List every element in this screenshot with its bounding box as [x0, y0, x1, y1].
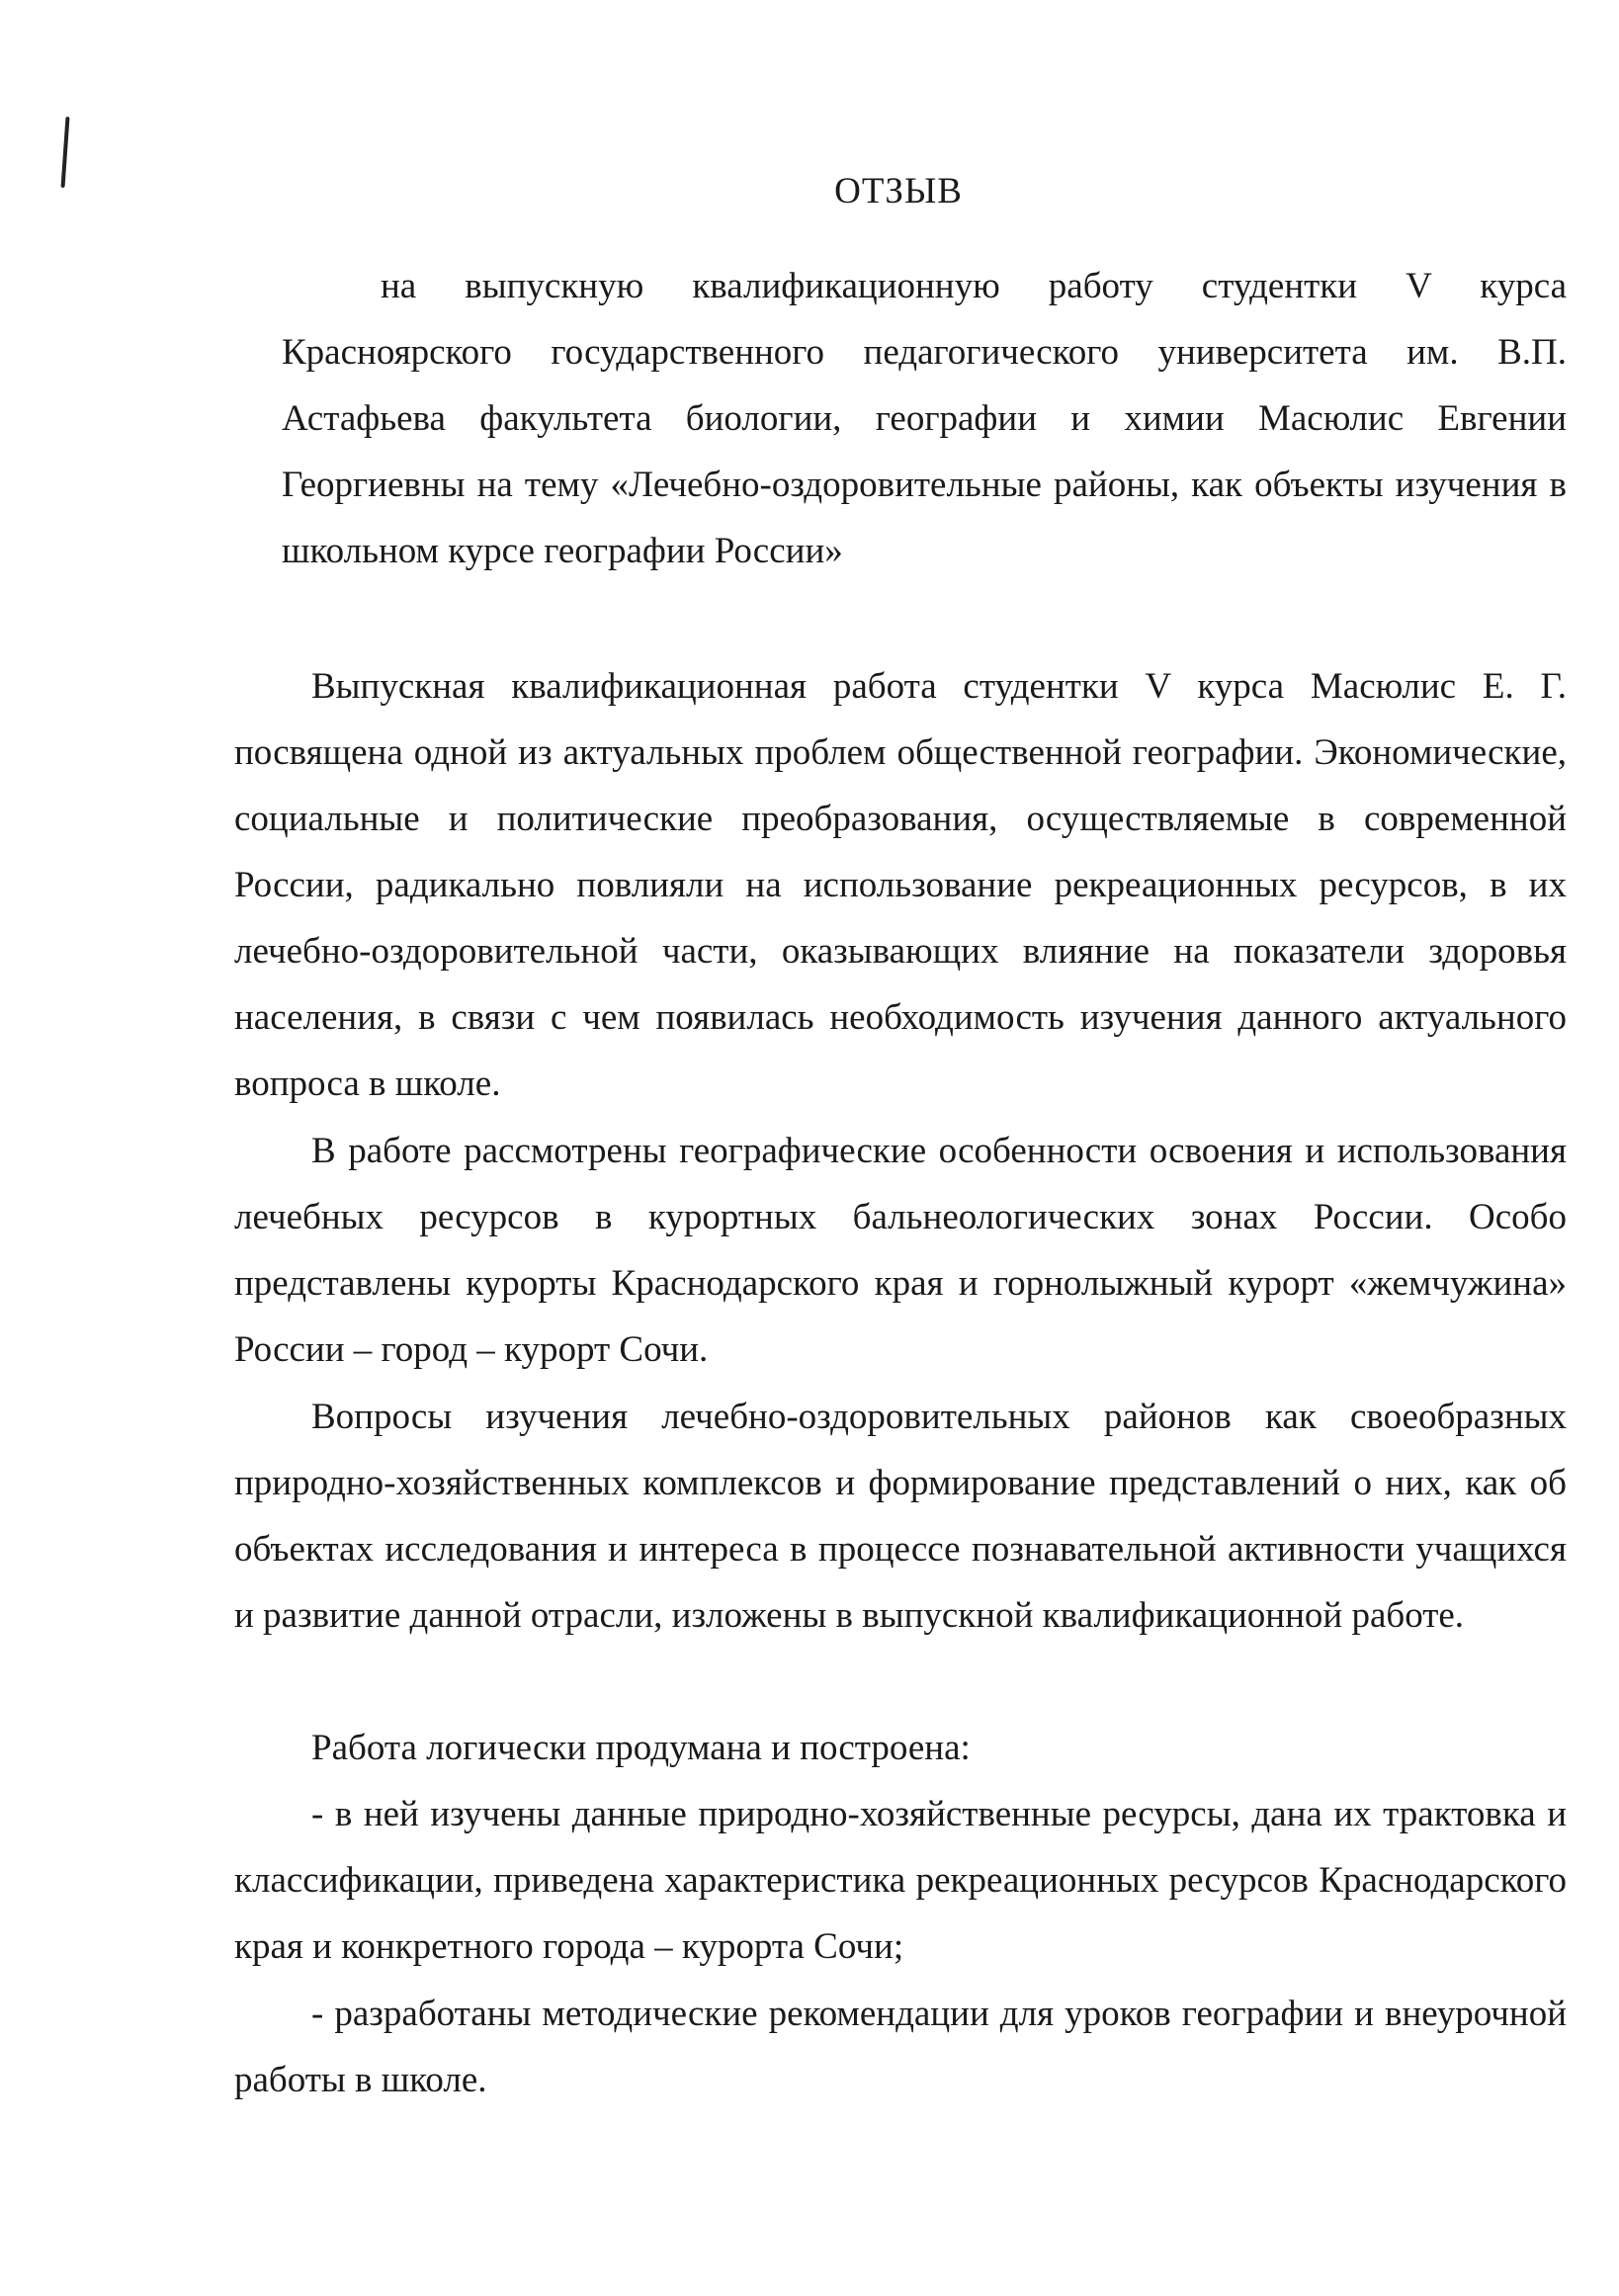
list-item-2: - разработаны методические рекомендации для уроков географии и внеурочной работы в школе. [234, 1994, 1567, 2100]
list-item-1: - в ней изучены данные природно-хозяйственные ресурсы, дана их трактовка и классификации, приведена характеристика рекреационных ресурсов Краснодарского края и конкретного города – курорта Сочи; [234, 1794, 1567, 1967]
body-paragraph-2: В работе рассмотрены географические особенности освоения и использования лечебных ресурсов в курортных бальнеологических зонах России. Особо представлены курорты Краснодарского края и горнолыжный курорт «жемчужина» России – город – курорт Сочи. [234, 1131, 1567, 1370]
document-title: ОТЗЫВ [834, 171, 963, 212]
review-subject [282, 253, 1567, 584]
body-paragraph-1: Выпускная квалификационная работа студентки V курса Масюлис Е. Г. посвящена одной из актуальных проблем общественной географии. Экономические, социальные и политические преобразования, осуществляемые в современной России, радикально повлияли на использование рекреационных ресурсов, в их лечебно-оздоровительной части, оказывающих влияние на показатели здоровья населения, в связи с чем появилась необходимость изучения данного актуального вопроса в школе. [234, 666, 1567, 1104]
body-paragraph-3: Вопросы изучения лечебно-оздоровительных районов как своеобразных природно-хозяйственных комплексов и формирование представлений о них, как об объектах исследования и интереса в процессе познавательной активности учащихся и развитие данной отрасли, изложены в выпускной квалификационной работе. [234, 1397, 1567, 1636]
review-subject-text: на выпускную квалификационную работу студентки V курса Красноярского государственного педагогического университета им. В.П. Астафьева факультета биологии, географии и химии Масюлис Евгении Георгиевны на тему «Лечебно-оздоровительные районы, как объекты изучения в школьном курсе географии России» [282, 266, 1567, 571]
body-paragraph-4: Работа логически продумана и построена: [311, 1728, 971, 1768]
